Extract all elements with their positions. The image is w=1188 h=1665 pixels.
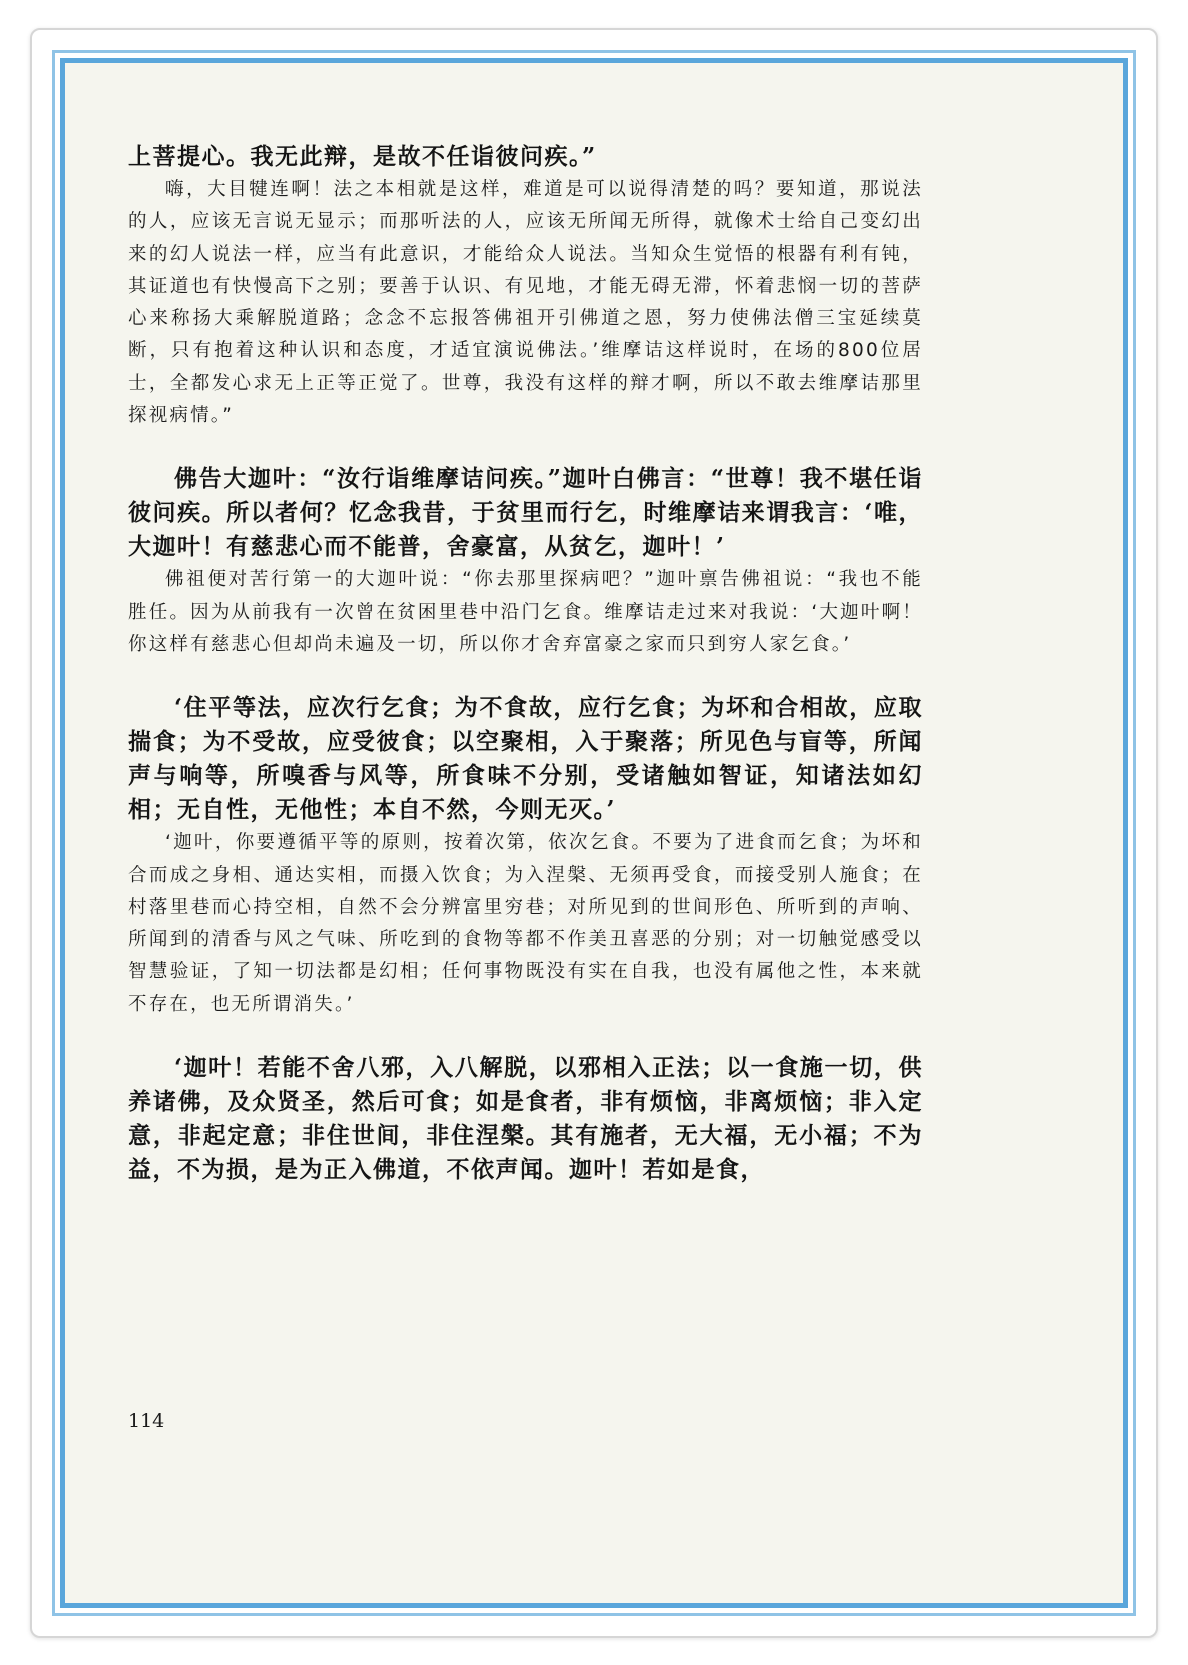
- sutra-paragraph-4: ‘迦叶！若能不舍八邪，入八解脱，以邪相入正法；以一食施一切，供养诸佛，及众贤圣，然后可食；如是食者，非有烦恼，非离烦恼；非入定意，非起定意；非住世间，非住涅槃。其有施者，无大福，无小福；不为益，不为损，是为正入佛道，不依声闻。迦叶！若如是食，: [128, 1054, 923, 1184]
- translation-paragraph-2: 佛祖便对苦行第一的大迦叶说：“你去那里探病吧？”迦叶禀告佛祖说：“我也不能胜任。因为从前我有一次曾在贫困里巷中沿门乞食。维摩诘走过来对我说：‘大迦叶啊！你这样有慈悲心但却尚未遍及一切，所以你才舍弃富豪之家而只到穷人家乞食。’: [128, 569, 923, 655]
- sutra-paragraph-3: ‘住平等法，应次行乞食；为不食故，应行乞食；为坏和合相故，应取揣食；为不受故，应受彼食；以空聚相，入于聚落；所见色与盲等，所闻声与响等，所嗅香与风等，所食味不分别，受诸触如智证，知诸法如幻相；无自性，无他性；本自不然，今则无灭。’: [128, 694, 923, 824]
- sutra-paragraph-1: 上菩提心。我无此辩，是故不任诣彼问疾。”: [128, 143, 597, 170]
- page-number: 114: [128, 1410, 165, 1432]
- page-content: [128, 140, 923, 1187]
- translation-paragraph-3: ‘迦叶，你要遵循平等的原则，按着次第，依次乞食。不要为了进食而乞食；为坏和合而成之身相、通达实相，而摄入饮食；为入涅槃、无须再受食，而接受别人施食；在村落里巷而心持空相，自然不会分辨富里穷巷；对所见到的世间形色、所听到的声响、所闻到的清香与风之气味、所吃到的食物等都不作美丑喜恶的分别；对一切触觉感受以智慧验证，了知一切法都是幻相；任何事物既没有实在自我，也没有属他之性，本来就不存在，也无所谓消失。’: [128, 832, 923, 1015]
- translation-paragraph-1: 嗨，大目犍连啊！法之本相就是这样，难道是可以说得清楚的吗？要知道，那说法的人，应该无言说无显示；而那听法的人，应该无所闻无所得，就像术士给自己变幻出来的幻人说法一样，应当有此意识，才能给众人说法。当知众生觉悟的根器有利有钝，其证道也有快慢高下之别；要善于认识、有见地，才能无碍无滞，怀着悲悯一切的菩萨心来称扬大乘解脱道路；念念不忘报答佛祖开引佛道之恩，努力使佛法僧三宝延续莫断，只有抱着这种认识和态度，才适宜演说佛法。’维摩诘这样说时，在场的800位居士，全都发心求无上正等正觉了。世尊，我没有这样的辩才啊，所以不敢去维摩诘那里探视病情。”: [128, 179, 923, 427]
- sutra-paragraph-2: 佛告大迦叶：“汝行诣维摩诘问疾。”迦叶白佛言：“世尊！我不堪任诣彼问疾。所以者何？忆念我昔，于贫里而行乞，时维摩诘来谓我言：‘唯，大迦叶！有慈悲心而不能普，舍豪富，从贫乞，迦叶！’: [128, 465, 923, 561]
